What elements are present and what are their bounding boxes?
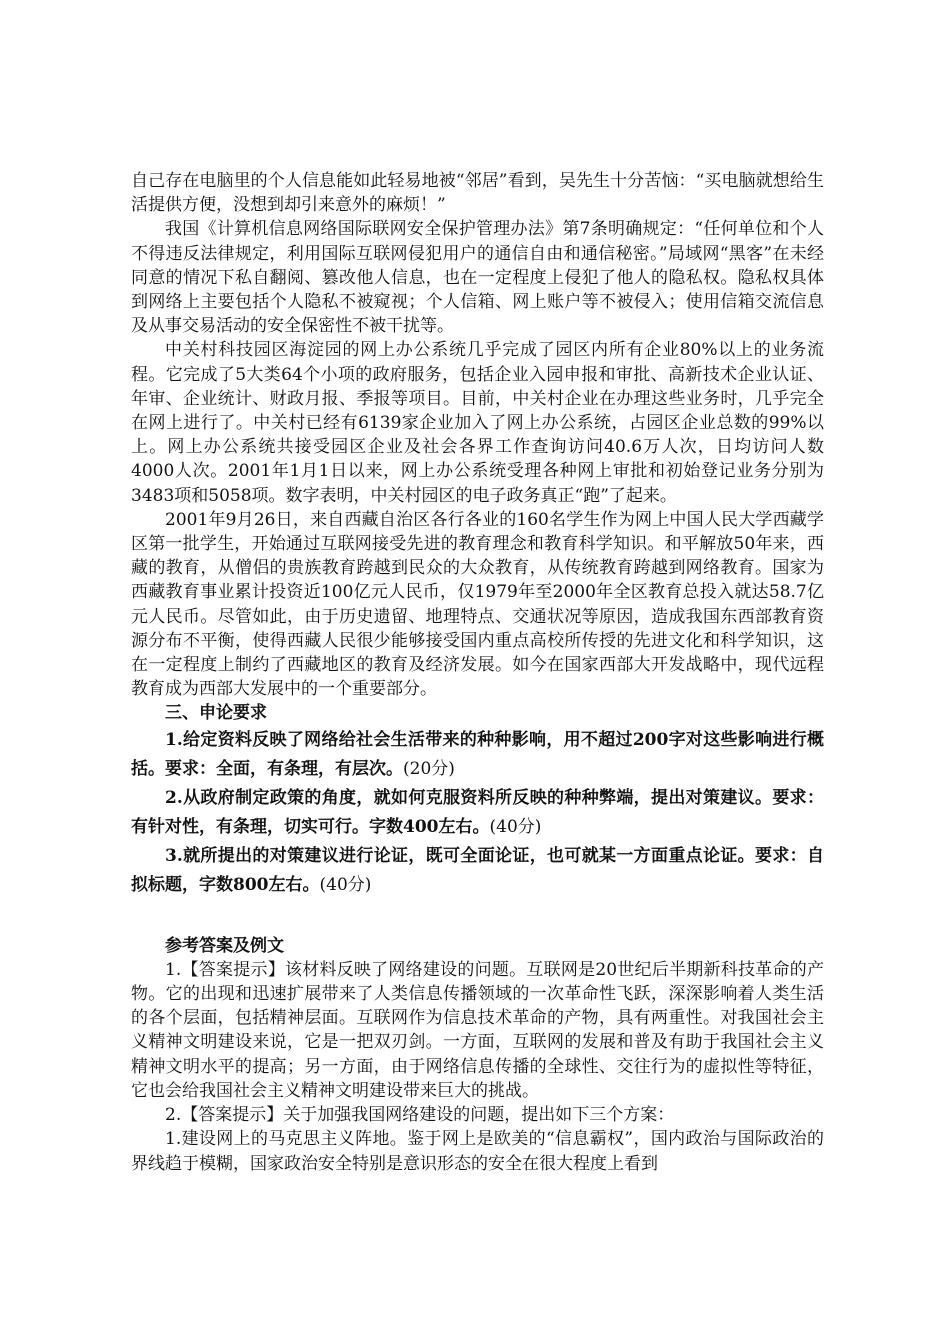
requirement-text: 3.就所提出的对策建议进行论证，既可全面论证，也可就某一方面重点论证。要求：自拟标题，字数800左右。 xyxy=(131,845,824,895)
answer-paragraph: 1.【答案提示】该材料反映了网络建设的问题。互联网是20世纪后半期新科技革命的产物。它的出现和迅速扩展带来了人类信息传播领域的一次革命性飞跃，深深影响着人类生活的各个层面，包括精神层面。互联网作为信息技术革命的产物，具有两重性。对我国社会主义精神文明建设来说，它是一把双刃剑。一方面，互联网的发展和普及有助于我国社会主义精神文明水平的提高；另一方面，由于网络信息传播的全球性、交往行为的虚拟性等特征，它也会给我国社会主义精神文明建设带来巨大的挑战。 xyxy=(131,959,824,1101)
material-paragraph: 2001年9月26日，来自西藏自治区各行各业的160名学生作为网上中国人民大学西藏学区第一批学生，开始通过互联网接受先进的教育理念和教育科学知识。和平解放50年来，西藏的教育，从僧侣的贵族教育跨越到民众的大众教育，从传统教育跨越到网络教育。国家为西藏教育事业累计投资近100亿元人民币，仅1979年至2000年全区教育总投入就达58.7亿元人民币。尽管如此，由于历史遗留、地理特点、交通状况等原因，造成我国东西部教育资源分布不平衡，使得西藏人民很少能够接受国内重点高校所传授的先进文化和科学知识，这在一定程度上制约了西藏地区的教育及经济发展。如今在国家西部大开发战略中，现代远程教育成为西部大发展中的一个重要部分。 xyxy=(131,509,824,700)
document-body xyxy=(131,169,824,1176)
requirement-text: 2.从政府制定政策的角度，就如何克服资料所反映的种种弊端，提出对策建议。要求：有针对性，有条理，切实可行。字数400左右。 xyxy=(131,787,824,837)
answer-paragraph: 1.建设网上的马克思主义阵地。鉴于网上是欧美的“信息霸权”，国内政治与国际政治的界线趋于模糊，国家政治安全特别是意识形态的安全在很大程度上看到 xyxy=(131,1129,824,1174)
answer-paragraph: 2.【答案提示】关于加强我国网络建设的问题，提出如下三个方案： xyxy=(165,1105,675,1126)
spacer xyxy=(131,900,824,934)
requirement-item xyxy=(131,784,824,842)
section-heading: 三、申论要求 xyxy=(165,703,267,724)
material-paragraph: 自己存在电脑里的个人信息能如此轻易地被“邻居”看到，吴先生十分苦恼：“买电脑就想给生活提供方便，没想到却引来意外的麻烦！” xyxy=(131,171,824,216)
requirement-item xyxy=(131,726,824,784)
material-paragraph: 中关村科技园区海淀园的网上办公系统几乎完成了园区内所有企业80%以上的业务流程。它完成了5大类64个小项的政府服务，包括企业入园申报和审批、高新技术企业认证、年审、企业统计、财政月报、季报等项目。目前，中关村企业在办理这些业务时，几乎完全在网上进行了。中关村已经有6139家企业加入了网上办公系统，占园区企业总数的99%以上。网上办公系统共接受园区企业及社会各界工作查询访问40.6万人次，日均访问人数4000人次。2001年1月1日以来，网上办公系统受理各种网上审批和初始登记业务分别为3483项和5058项。数字表明，中关村园区的电子政务真正“跑”了起来。 xyxy=(131,340,824,506)
requirement-text: 1.给定资料反映了网络给社会生活带来的种种影响，用不超过200字对这些影响进行概括。要求：全面，有条理，有层次。 xyxy=(131,729,824,779)
requirement-score: (40分) xyxy=(489,816,542,837)
answer-title: 参考答案及例文 xyxy=(165,935,284,956)
material-paragraph: 我国《计算机信息网络国际联网安全保护管理办法》第7条明确规定：“任何单位和个人不得违反法律规定，利用国际互联网侵犯用户的通信自由和通信秘密。”局域网“黑客”在未经同意的情况下私自翻阅、篡改他人信息，也在一定程度上侵犯了他人的隐私权。隐私权具体到网络上主要包括个人隐私不被窥视；个人信箱、网上账户等不被侵入；使用信箱交流信息及从事交易活动的安全保密性不被干扰等。 xyxy=(131,219,824,337)
requirement-score: (20分) xyxy=(403,758,455,779)
requirement-score: (40分) xyxy=(319,874,372,895)
requirement-item xyxy=(131,842,824,900)
